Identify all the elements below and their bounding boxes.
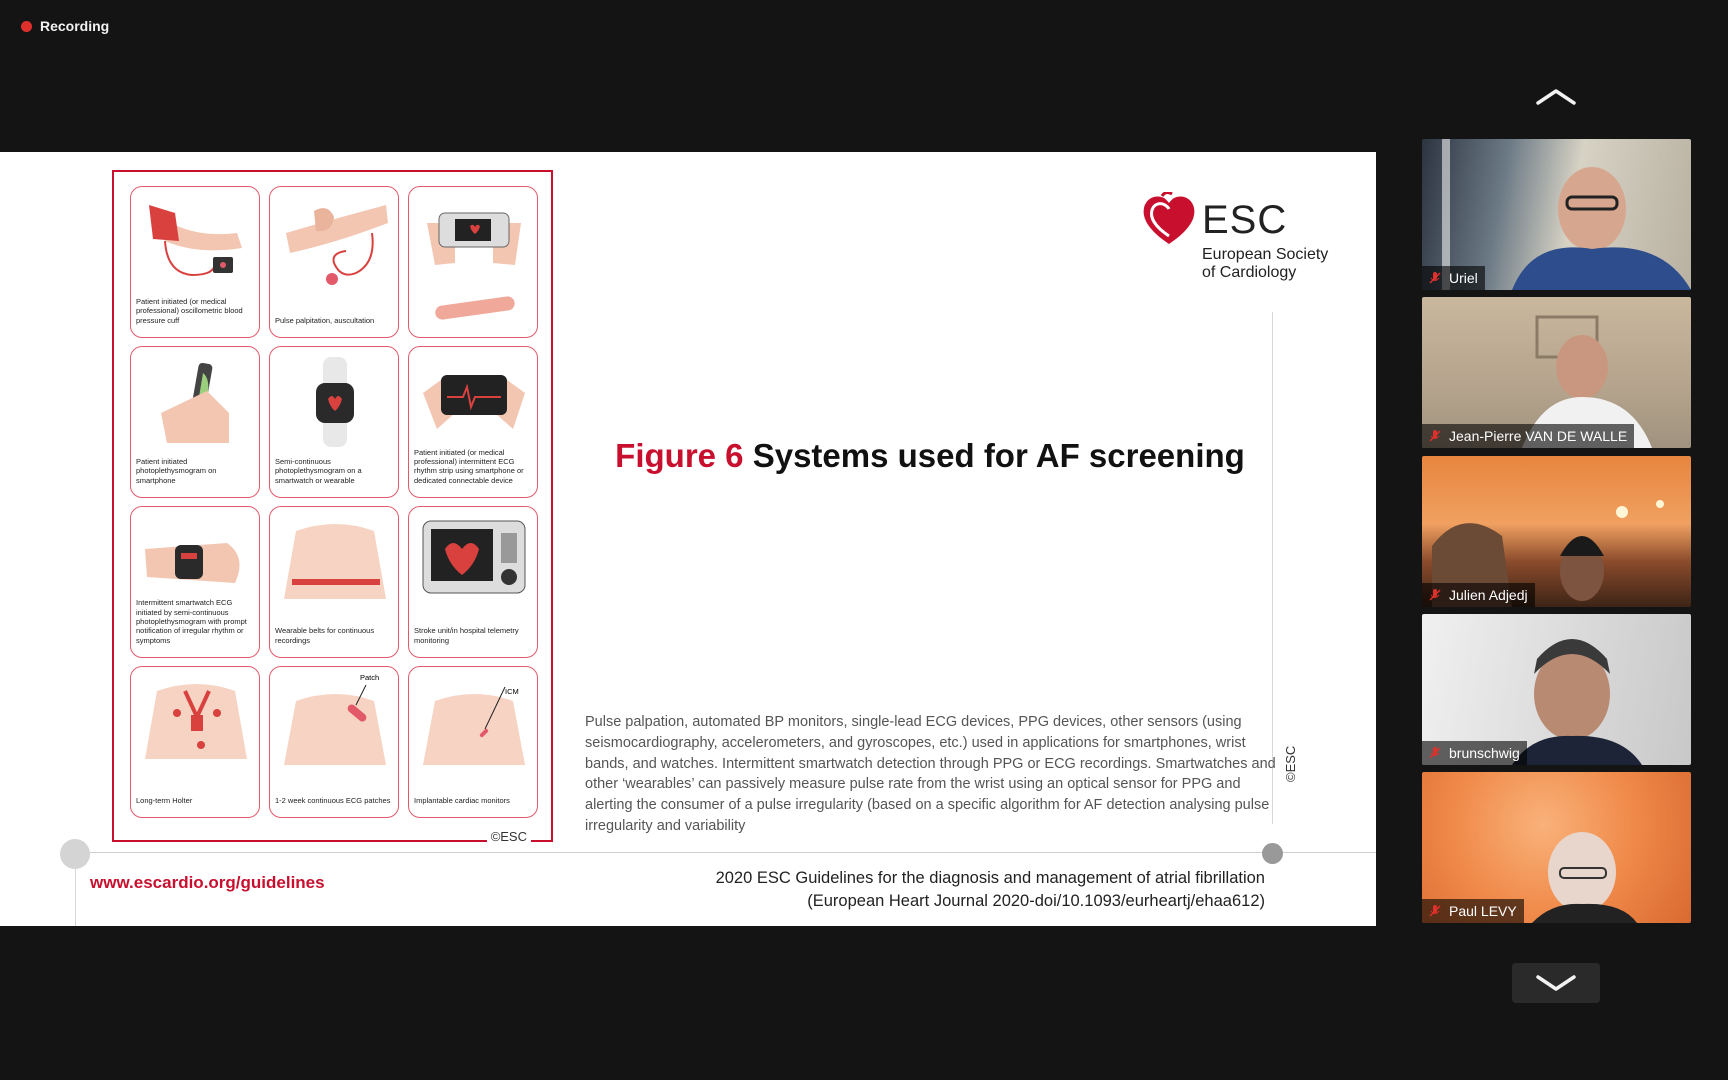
heart-logo-icon [1140,192,1198,248]
chevron-up-icon [1534,87,1578,107]
holter-icon [137,673,255,768]
mic-muted-icon [1427,270,1443,286]
participant-name: Paul LEVY [1449,903,1517,919]
tile-caption: Patient initiated (or medical professional) oscillometric blood pressure cuff [136,296,243,325]
figure-tile-smartwatch-ecg [130,506,260,658]
figure-tile-palpation [269,186,399,338]
tile-caption: Wearable belts for continuous recordings [275,626,375,645]
tile-caption: Semi-continuous photoplethysmogram on a smartwatch or wearable [275,456,362,485]
figure-number: Figure 6 [615,437,744,474]
participant-name: brunschwig [1449,745,1520,761]
participant-name: Jean-Pierre VAN DE WALLE [1449,428,1628,444]
mic-muted-icon [1427,903,1443,919]
wearable-belt-icon [276,513,394,608]
participant-name: Uriel [1449,270,1478,286]
participant-tile-uriel[interactable] [1422,139,1691,290]
slide-title [600,437,1260,475]
participant-tile-paul[interactable] [1422,772,1691,923]
tile-caption: Implantable cardiac monitors [414,795,510,805]
guidelines-link[interactable]: www.escardio.org/guidelines [90,873,325,892]
tile-caption: Pulse palpitation, auscultation [275,315,375,325]
figure-copyright: ©ESC [487,829,531,844]
figure-tile-smartphone-ppg [130,346,260,498]
participant-name-tag [1422,899,1524,923]
gallery-scroll-up-button[interactable] [1512,77,1600,117]
bp-cuff-icon [137,193,255,288]
figure-panel [112,170,553,842]
tile-caption: Patient initiated photoplethysmogram on smartphone [136,456,217,485]
divider-footer [75,869,76,926]
wrist-watch-ecg-icon [137,513,255,608]
figure-tile-bp-cuff [130,186,260,338]
icm-label: ICM [505,687,519,696]
smartwatch-icon [276,353,394,448]
figure-tile-ecg-strip [408,346,538,498]
participant-name: Julien Adjedj [1449,587,1528,603]
side-copyright: ©ESC [1283,745,1298,782]
guideline-reference [716,867,1265,913]
logo-subtitle [1202,246,1328,283]
tile-caption: Patient initiated (or medical professional) intermittent ECG rhythm strip using smartphone or dedicated connectable device [414,447,524,485]
stethoscope-icon [276,193,394,288]
chevron-down-icon [1534,973,1578,993]
participant-name-tag [1422,741,1527,765]
figure-tile-telemetry [408,506,538,658]
reference-line-2: (European Heart Journal 2020-doi/10.1093/eurheartj/ehaa612) [807,892,1265,910]
logo-acronym: ESC [1202,198,1288,242]
participant-tile-brunschwig[interactable] [1422,614,1691,765]
figure-tile-holter [130,666,260,818]
mic-muted-icon [1427,745,1443,761]
figure-tile-smartwatch [269,346,399,498]
participant-name-tag [1422,266,1485,290]
participant-tile-julien[interactable] [1422,456,1691,607]
mic-muted-icon [1427,428,1443,444]
figure-tile-patch [269,666,399,818]
shared-slide [0,152,1376,926]
figure-tile-ecg-device [408,186,538,338]
tile-caption: 1-2 week continuous ECG patches [275,795,391,805]
slide-description: Pulse palpation, automated BP monitors, single-lead ECG devices, PPG devices, other sensors (using seismocardiography, accelerometers, and gyroscopes, etc.) used in applications for smartphones, wrist bands, and watches. Intermittent smartwatch detection through PPG or ECG recordings. Smartwatches and other ‘wearables’ can passively measure pulse rate from the wrist using an optical sensor for PPG and alerting the consumer of a pulse irregularity (based on a specific algorithm for AF detection analysing pulse irregularity and variability [585,714,1276,834]
participant-name-tag [1422,424,1634,448]
tile-caption: Intermittent smartwatch ECG initiated by semi-continuous photoplethysmogram with prompt notification of irregular rhythm or symptoms [136,598,247,645]
figure-tile-icm [408,666,538,818]
divider-horizontal [75,852,1376,853]
recording-indicator [21,16,109,36]
handheld-ecg-icon [415,193,533,333]
mic-muted-icon [1427,587,1443,603]
tile-caption: Long-term Holter [136,795,193,805]
smartphone-ppg-icon [137,353,255,448]
recording-dot-icon [21,21,32,32]
logo-line-2: of Cardiology [1202,264,1297,282]
figure-title: Systems used for AF screening [752,437,1245,474]
telemetry-monitor-icon [415,513,533,608]
timeline-start-dot [60,839,90,869]
participant-tile-jean-pierre[interactable] [1422,297,1691,448]
ecg-strip-icon [415,353,533,448]
timeline-end-dot [1262,843,1283,864]
tile-caption: Stroke unit/in hospital telemetry monitoring [414,626,519,645]
patch-label: Patch [360,673,380,682]
reference-line-1: 2020 ESC Guidelines for the diagnosis and management of atrial fibrillation [715,869,1265,887]
gallery-scroll-down-button[interactable] [1512,963,1600,1003]
logo-line-1: European Society [1202,246,1329,263]
participant-name-tag [1422,583,1535,607]
figure-tile-wearable-belt [269,506,399,658]
recording-label: Recording [40,18,110,34]
ecg-patch-icon [276,673,394,768]
esc-logo [1140,192,1340,292]
